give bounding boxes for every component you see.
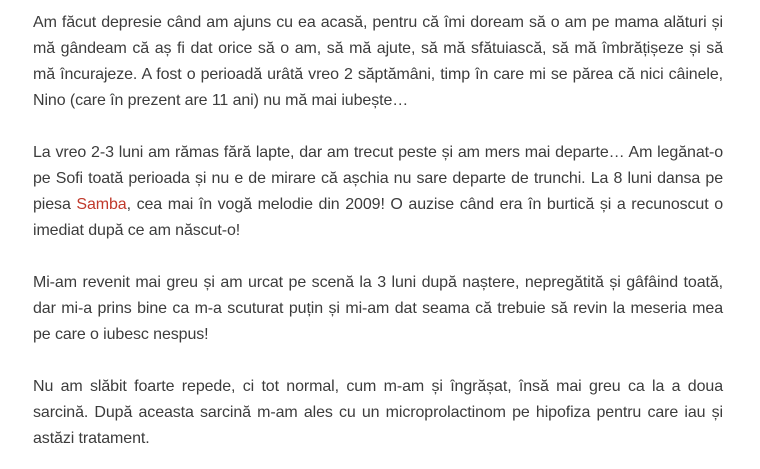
- paragraph-weight-and-treatment: Nu am slăbit foarte repede, ci tot normal, cum m-am și îngrășat, însă mai greu ca la a doua sarcină. După aceasta sarcină m-am ales cu un microprolactinom pe hipofiza pentru care iau și astăzi tratament.: [33, 378, 723, 447]
- paragraph-text-after-link: , cea mai în vogă melodie din 2009! O auzise când era în burtică și a recunoscut o imediat după ce am născut-o!: [33, 196, 723, 239]
- article-body: [33, 10, 723, 452]
- paragraph-text-before-link: La vreo 2-3 luni am rămas fără lapte, dar am trecut peste și am mers mai departe… Am legănat-o pe Sofi toată perioada și nu e de mirare că așchia nu sare departe de trunchi. La 8 luni dansa pe piesa: [33, 144, 723, 213]
- paragraph-return-to-stage: Mi-am revenit mai greu și am urcat pe scenă la 3 luni după naștere, nepregătită și gâfâind toată, dar mi-a prins bine ca m-a scuturat puțin și mi-am dat seama că trebuie să revin la meseria mea pe care o iubesc nespus!: [33, 274, 723, 343]
- samba-link[interactable]: Samba: [76, 196, 127, 213]
- paragraph-postpartum-depression: Am făcut depresie când am ajuns cu ea acasă, pentru că îmi doream să o am pe mama alături și mă gândeam că aș fi dat orice să o am, să mă ajute, să mă sfătuiască, să mă îmbrățișeze și să mă încurajeze. A fost o perioadă urâtă vreo 2 săptămâni, timp în care mi se părea că nici câinele, Nino (care în prezent are 11 ani) nu mă mai iubește…: [33, 14, 723, 109]
- paragraph-samba-dance: [33, 140, 723, 244]
